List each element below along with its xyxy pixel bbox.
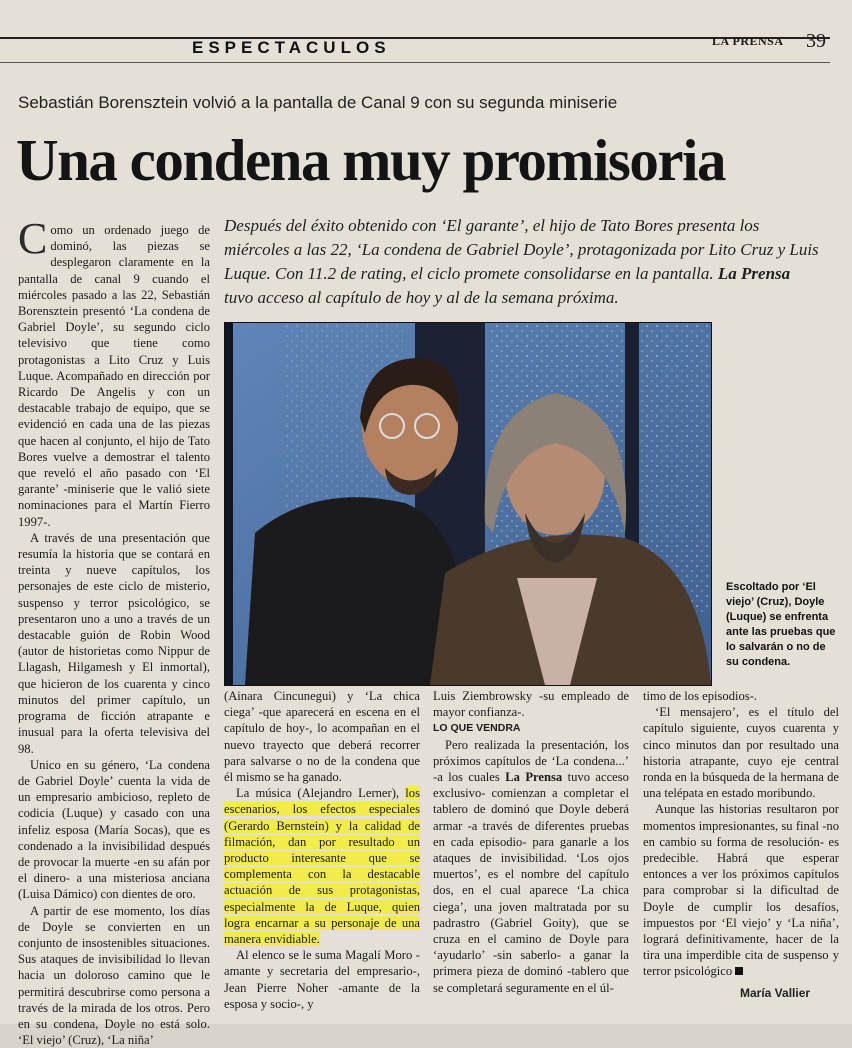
article-photo (224, 322, 712, 686)
article-headline: Una condena muy promisoria (16, 127, 725, 193)
photo-illustration (225, 323, 711, 685)
article-column-1 (18, 214, 210, 1048)
highlighted-text: los escenarios, los efectos especiales (Gerardo Bernstein) y la calidad de filmación, dan por resultado un producto interesante que se complementa con la destacable actuación de sus protagonistas, especialmente la de Luque, quien logra encarnar a su personaje de una manera envidiable. (224, 786, 420, 947)
paragraph (18, 214, 210, 530)
deck-paper-name: La Prensa (717, 264, 791, 283)
paragraph-text-cont: tuvo acceso exclusivo- comienzan a completar el tablero de dominó que Doyle deberá armar -a través de diferentes pruebas en cada episodio- para ganarle a los ataques de invisibilidad. ‘Los ojos muertos’, es el nombre del capítulo dos, en el cual aparece ‘La chica ciega’, una joven maltratada por su padrastro (Gabriel Goity), que se cruza en el camino de Doyle para ‘ayudarlo’ -sin saberlo- a ganar la primera pieza de dominó -tablero que se completará seguramente en el úl- (433, 770, 629, 995)
paragraph: Unico en su género, ‘La condena de Gabriel Doyle’ cuenta la vida de un empresario ambicioso, repleto de codicia (Luque) y casado con una infeliz esposa (María Socas), que es condenado a la invisibilidad después de provocar la muerte -en su afán por el dinero- a una misteriosa anciana (Luisa Dámico) con dientes de oro. (18, 757, 210, 902)
paragraph (643, 801, 839, 979)
paragraph: ‘El mensajero’, es el título del capítulo siguiente, cuyos cuarenta y cinco minutos dan por resultado una historia atrapante, cuyo eje central ronda en la búsqueda de la hermana de una telépata en estado moribundo. (643, 705, 839, 801)
end-mark-icon (735, 967, 743, 975)
deck-text: Después del éxito obtenido con ‘El garante’, el hijo de Tato Bores presenta los miércoles a las 22, ‘La condena de Gabriel Doyle’, protagonizada por Lito Cruz y Luis Luque. Con 11.2 de rating, el ciclo promete consolidarse en la pantalla. (224, 216, 819, 283)
paragraph: timo de los episodios-. (643, 689, 758, 703)
paragraph (224, 785, 420, 947)
page-number: 39 (806, 30, 826, 52)
paragraph: Al elenco se le suma Magalí Moro -amante y secretaria del empresario-, Jean Pierre Noher -amante de la esposa y socio-, y (224, 948, 420, 1011)
article-column-2 (224, 688, 420, 1012)
article-column-3 (433, 688, 629, 996)
photo-caption: Escoltado por ‘El viejo’ (Cruz), Doyle (Luque) se enfrenta ante las pruebas que lo salvarán o no de su condena. (726, 581, 836, 668)
paragraph: A partir de ese momento, los días de Doyle se convierten en un conjunto de insostenibles situaciones. Sus ataques de invisibilidad lo llevan hacia un doloroso camino que le permitirá descubrirse como persona a través de la mirada de los otros. Pero en su condena, Doyle no está solo. ‘El viejo’ (Cruz), ‘La niña’ (18, 903, 210, 1048)
section-subhead: LO QUE VENDRA (433, 722, 521, 735)
paragraph (433, 737, 629, 996)
article-column-4 (643, 688, 839, 980)
paper-name-inline: La Prensa (505, 770, 563, 785)
paragraph: Luis Ziembrowsky -su empleado de mayor confianza-. (433, 689, 629, 720)
article-kicker: Sebastián Borensztein volvió a la pantalla de Canal 9 con su segunda miniserie (18, 93, 618, 112)
drop-cap: C (18, 214, 48, 263)
paragraph: A través de una presentación que resumía la historia que se contará en treinta y nueve capítulos, los personajes de este ciclo de misterio, suspenso y terror psicológico, se presentaron uno a uno a través de un destacable guión de Robin Wood (autor de historietas como Nippur de Llagash, Hilgamesh y El inmortal), que hicieron de los cuarenta y cinco minutos del primer capítulo, un programa de ficción atrapante e inusual para la oferta televisiva del 98. (18, 530, 210, 756)
author-byline: María Vallier (740, 986, 811, 1000)
paragraph: (Ainara Cincunegui) y ‘La chica ciega’ -que aparecerá en escena en el capítulo de hoy-, lo acompañan en el nuevo trayecto que deberá recorrer para salvarse o no de la condena que él mismo se ha ganado. (224, 689, 420, 785)
paragraph-text: La música (Alejandro Lerner), (236, 786, 400, 801)
paragraph-text: Pero realizada la presentación, los próximos capítulos de ‘La condena...’ -a los cuales (433, 737, 629, 785)
article-deck (224, 214, 820, 310)
deck-text-end: tuvo acceso al capítulo de hoy y al de la semana próxima. (224, 288, 619, 307)
paragraph-text: Aunque las historias resultaron por momentos impresionantes, su final -no en cambio su forma de resolución- es predecible. Habrá que esperar entonces a ver los próximos capítulos para comprobar si la dificultad de Doyle de cumplir los desafíos, impuestos por ‘El viejo’ y ‘La niña’, logrará definitivamente, hacer de la tira una imperdible cita de suspenso y terror psicológico (643, 802, 839, 979)
paragraph-text: omo un ordenado juego de dominó, las piezas se desplegaron claramente en la pantalla de canal 9 cuando el miércoles pasado a las 22, Sebastián Borensztein presentó ‘La condena de Gabriel Doyle’, su segundo ciclo televisivo que tiene como protagonistas a Lito Cruz y Luis Luque. Acompañado en dirección por Ricardo De Angelis y con un destacable trabajo de equipo, que se evidenció en cada una de las piezas que hacen al conjunto, el hijo de Tato Bores vuelve a demostrar el talento que reveló el año pasado con ‘El garante’ -miniserie que le valió siete nominaciones para el Martín Fierro 1997-. (18, 223, 210, 529)
header-rule-bottom (0, 62, 830, 63)
section-title: ESPECTACULOS (192, 38, 391, 57)
header-rule-top (0, 37, 830, 39)
newspaper-name: LA PRENSA (712, 34, 784, 48)
